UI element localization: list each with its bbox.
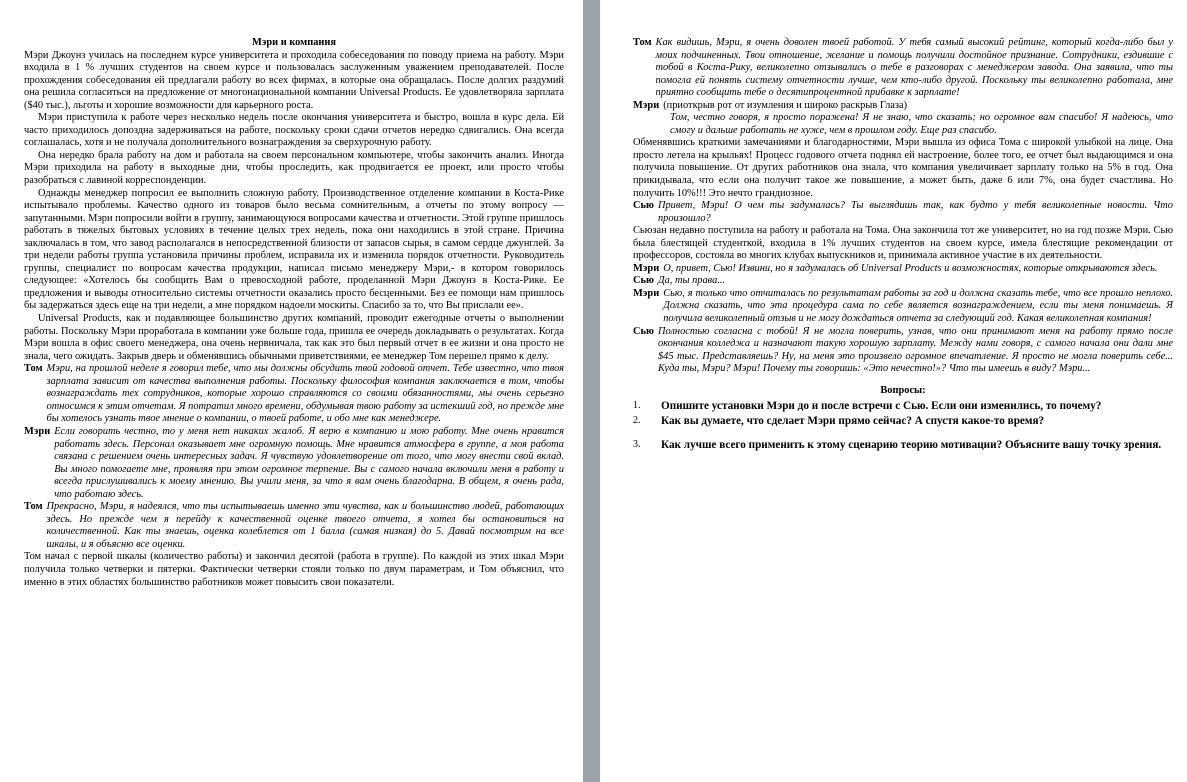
dialogue-line (24, 363, 564, 426)
speaker-name: Том (24, 363, 43, 375)
paragraph: Сьюзан недавно поступила на работу и работала на Тома. Она закончила тот же университет, но на год позже Мэри. Сью была блестящей студенткой, входила в 1% лучших студентов на своем курсе, имела блестящие рекомендации от профессоров, состояла во многих клубах выпускников и, принимала активное участие в их деятельности. (633, 225, 1173, 262)
speech-text: Полностью согласна с тобой! Я не могла поверить, узнав, что они принимают меня на работу прямо после окончания колледжа и назначают такую хорошую зарплату. Между нами говоря, с самого начала они дали мне $45 тыс. Представляешь? Ну, на меня это произвело огромное впечатление. Я просто не могла поверить себе... Куда ты, Мэри? Мэри! Почему ты говоришь: «Это нечестно!»? Что ты имеешь в виду? Мэри... (657, 325, 1173, 375)
speech-text: Прекрасно, Мэри, я надеялся, что ты испытываешь именно эти чувства, как и большинство людей, работающих здесь. Но прежде чем я перейду к качественной оценке твоего отчета, я хотел бы остановиться на количественной. Как ты знаешь, оценка колеблется от 1 балла (самая низкая) до 5. Давай посмотрим на все шкалы, и я объясню все оценки. (46, 501, 564, 550)
dialogue-line (633, 37, 1173, 100)
question-text: Как лучше всего применить к этому сценарию теорию мотивации? Объясните вашу точку зрения. (661, 439, 1162, 452)
question-number: 1. (633, 400, 641, 412)
document-title: Мэри и компания (251, 37, 337, 48)
speaker-name: Том (633, 37, 652, 48)
speaker-name: Сью (633, 275, 654, 287)
questions-list (633, 399, 1173, 453)
speaker-name: Мэри (633, 262, 660, 274)
dialogue-line (633, 200, 1173, 225)
stage-direction: (приоткрыв рот от изумления и широко раскрыв Глаза) (663, 99, 908, 111)
dialogue-line (24, 426, 564, 501)
question-text: Как вы думаете, что сделает Мэри прямо сейчас? А спустя какое-то время? (661, 414, 1045, 427)
speaker-name: Том (24, 501, 43, 513)
speaker-name: Сью (633, 200, 654, 212)
paragraph: Однажды менеджер попросил ее выполнить сложную работу. Производственное отделение компании в Коста-Рике испытывало проблемы. Качество одного из товаров было весьма сомнительным, а отчеты по этому вопросу — запутанными. Мэри попросили войти в группу, занимающуюся вопросами качества и отчетности. Этой группе пришлось работать в тяжелых бытовых условиях в течение целых трех недель, пока они находились в этой стране. Причина заключалась в том, что завод располагался в непосредственной близости от запасов сырья, в самом сердце джунглей. За три недели работы группа установила причины проблем, исправила их и изменила порядок отчетности. Руководитель группы, специалист по вопросам качества продукции, написал письмо менеджеру Мэри,- в котором говорилось следующее: «Хотелось бы сообщить Вам о превосходной работе, проделанной Мэри Джоунз в Коста-Рике. Ее предложения и выводы относительно системы отчетности оказались просто бесценными. Без ее помощи нам пришлось бы задержаться здесь еще на три недели, а мне порядком надоели москиты. Спасибо за то, что Вы прислали ее». (24, 187, 564, 312)
speech-text: Сью, я только что отчиталась по результатам работы за год и должна сказать тебе, что все прошло неплохо. Должна сказать, что эта процедура сама по себе является вознаграждением, если ты меня понимаешь. Я получила великолепный отзыв и не могу дождаться отчета за следующий год. Какая великолепная компания! (663, 287, 1173, 325)
paragraph: Universal Products, как и подавляющее большинство других компаний, проводит ежегодные отчеты о выполнении работы. Поскольку Мэри проработала в компании уже больше года, пришла ее очередь докладывать о результатах. Когда Мэри вошла в офис своего менеджера, она очень нервничала, так как это был первый отчет в ее жизни и она просто не знала, чего ожидать. Закрыв дверь и обменявшись обычными приветствиями, ее менеджер Том перешел прямо к делу. (24, 313, 564, 362)
question-number: 3. (633, 439, 641, 451)
dialogue-line (633, 326, 1173, 376)
speaker-name: Сью (633, 325, 654, 337)
speaker-name: Мэри (633, 99, 660, 111)
paragraph: Том начал с первой шкалы (количество работы) и закончил десятой (работа в группе). По каждой из этих шкал Мэри получила только четверки и пятерки. Фактически четверки стояли только по двум параметрам, и Том объяснил, что именно в этих областях большинство работников может повысить свои показатели. (24, 551, 564, 588)
question-item (633, 438, 1173, 453)
dialogue-line (633, 288, 1173, 326)
paragraph: Мэри приступила к работе через несколько недель после окончания университета и быстро, вошла в курс дела. Ей часто приходилось допоздна задерживаться на работе, поскольку сроки сдачи отчетов нередко сдвигались. Она всегда соглашалась, хотя и не получала дополнительного вознаграждения за сверхурочную работу. (24, 112, 564, 149)
speaker-name: Мэри (24, 425, 51, 437)
speech-text: Да, ты права... (657, 275, 726, 287)
question-item (633, 399, 1173, 414)
speech-text: Мэри, на прошлой неделе я говорил тебе, что мы должны обсудить твой годовой отчет. Тебе известно, что твоя зарплата зависит от качества выполнения работы. Поскольку философия компания заключается в том, чтобы вознаграждать тех сотрудников, которые хорошо справляются со своими обязанностями, мы очень серьезно относимся к этим отчетам. Я потратил много времени, обдумывая твою работу за истекший год, но прежде мне бы хотелось узнать твое мнение о компании, о твоей работе, и обо мне как менеджере. (46, 363, 564, 425)
page-gutter (583, 0, 600, 782)
speech-text: Если говорить честно, то у меня нет никаких жалоб. Я верю в компанию и мою работу. Мне очень нравится работать здесь. Персонал оказывает мне огромную помощь. Мне нравится атмосфера в группе, а моя работа связана с решением очень интересных задач. Я чувствую удовлетворение от того, что могу внести свой вклад. Вы много помогаете мне, проявляя при этом огромное терпение. Вы с самого начала включили меня в работу и всегда прислушивались к моему мнению. Вы учили меня, за что я вам очень благодарна. В общем, я очень рада, что работаю здесь. (54, 425, 564, 500)
speech-text: Том, честно говоря, я просто поражена! Я не знаю, что сказать; но огромное вам спасибо! Я надеюсь, что смогу и дальше работать не хуже, чем в прошлом году. Еще раз спасибо. (670, 112, 1173, 136)
questions-title: Вопросы: (880, 384, 926, 396)
speech-text: Привет, Мэри! О чем ты задумалась? Ты выглядишь так, как будто у тебя великолепные новости. Что произошло? (657, 200, 1173, 224)
document-page-right (600, 0, 1187, 782)
dialogue-line (633, 275, 1173, 288)
speaker-name: Мэри (633, 287, 660, 299)
paragraph: Она нередко брала работу на дом и работала на своем персональном компьютере, чтобы закончить анализ. Иногда Мэри приходила на работу в выходные дни, чтобы проследить, как продвигается ее проект, или просто чтобы разобраться с лавиной корреспонденции. (24, 149, 564, 187)
paragraph: Обменявшись краткими замечаниями и благодарностями, Мэри вышла из офиса Тома с широкой улыбкой на лице. Она просто летела на крыльях! Процесс годового отчета поднял ей настроение, более того, ее отчет был выдающимся и она получила повышение. От других работников она знала, что компания увеличивает зарплату только на 5% в год. Она прикидывала, что если она получит такое же повышение, а может быть, даже 6 или 7%, она будет счастлива. Но получить 10%!!! Это нечто грандиозное. (633, 137, 1173, 199)
paragraph-intro: Мэри Джоунз училась на последнем курсе университета и проходила собеседования по поводу приема на работу. Мэри входила в 1 % лучших студентов на своем курсе и пользовалась заслуженным уважением преподавателей. После прохождения собеседования ей предлагали работу во всех фирмах, в которые она обращалась. После долгих раздумий она решила согласиться на предложение от многонациональной компании Universal Products. Ее удовлетворяла зарплата ($40 тыс.), льготы и хорошие возможности для карьерного роста. (24, 49, 564, 111)
dialogue-line (633, 263, 1173, 276)
question-item (633, 414, 1173, 429)
dialogue-line (633, 100, 1173, 113)
speech-text: О, привет, Сью! Извини, но я задумалась об Universal Products и возможностях, которые открываются здесь. (663, 262, 1158, 274)
question-text: Опишите установки Мэри до и после встречи с Сью. Если они изменились, то почему? (661, 400, 1102, 413)
question-number: 2. (633, 414, 641, 426)
dialogue-line (24, 501, 564, 551)
document-page-left (0, 0, 583, 782)
speech-text: Как видишь, Мэри, я очень доволен твоей работой. У тебя самый высокий рейтинг, который когда-либо был у моих подчиненных. Твои отношение, желание и помощь получили достойное признание. Сотрудники, ездившие с тобой в Коста-Рику, великолепно отзывались о тебе в разговорах с менеджером завода. Она заявила, что ты помогла ей понять систему отчетности лучше, чем кто-либо другой. Поскольку ты великолепно работала, мне приятно сообщить тебе о десятипроцентной прибавке к зарплате! (655, 37, 1173, 99)
